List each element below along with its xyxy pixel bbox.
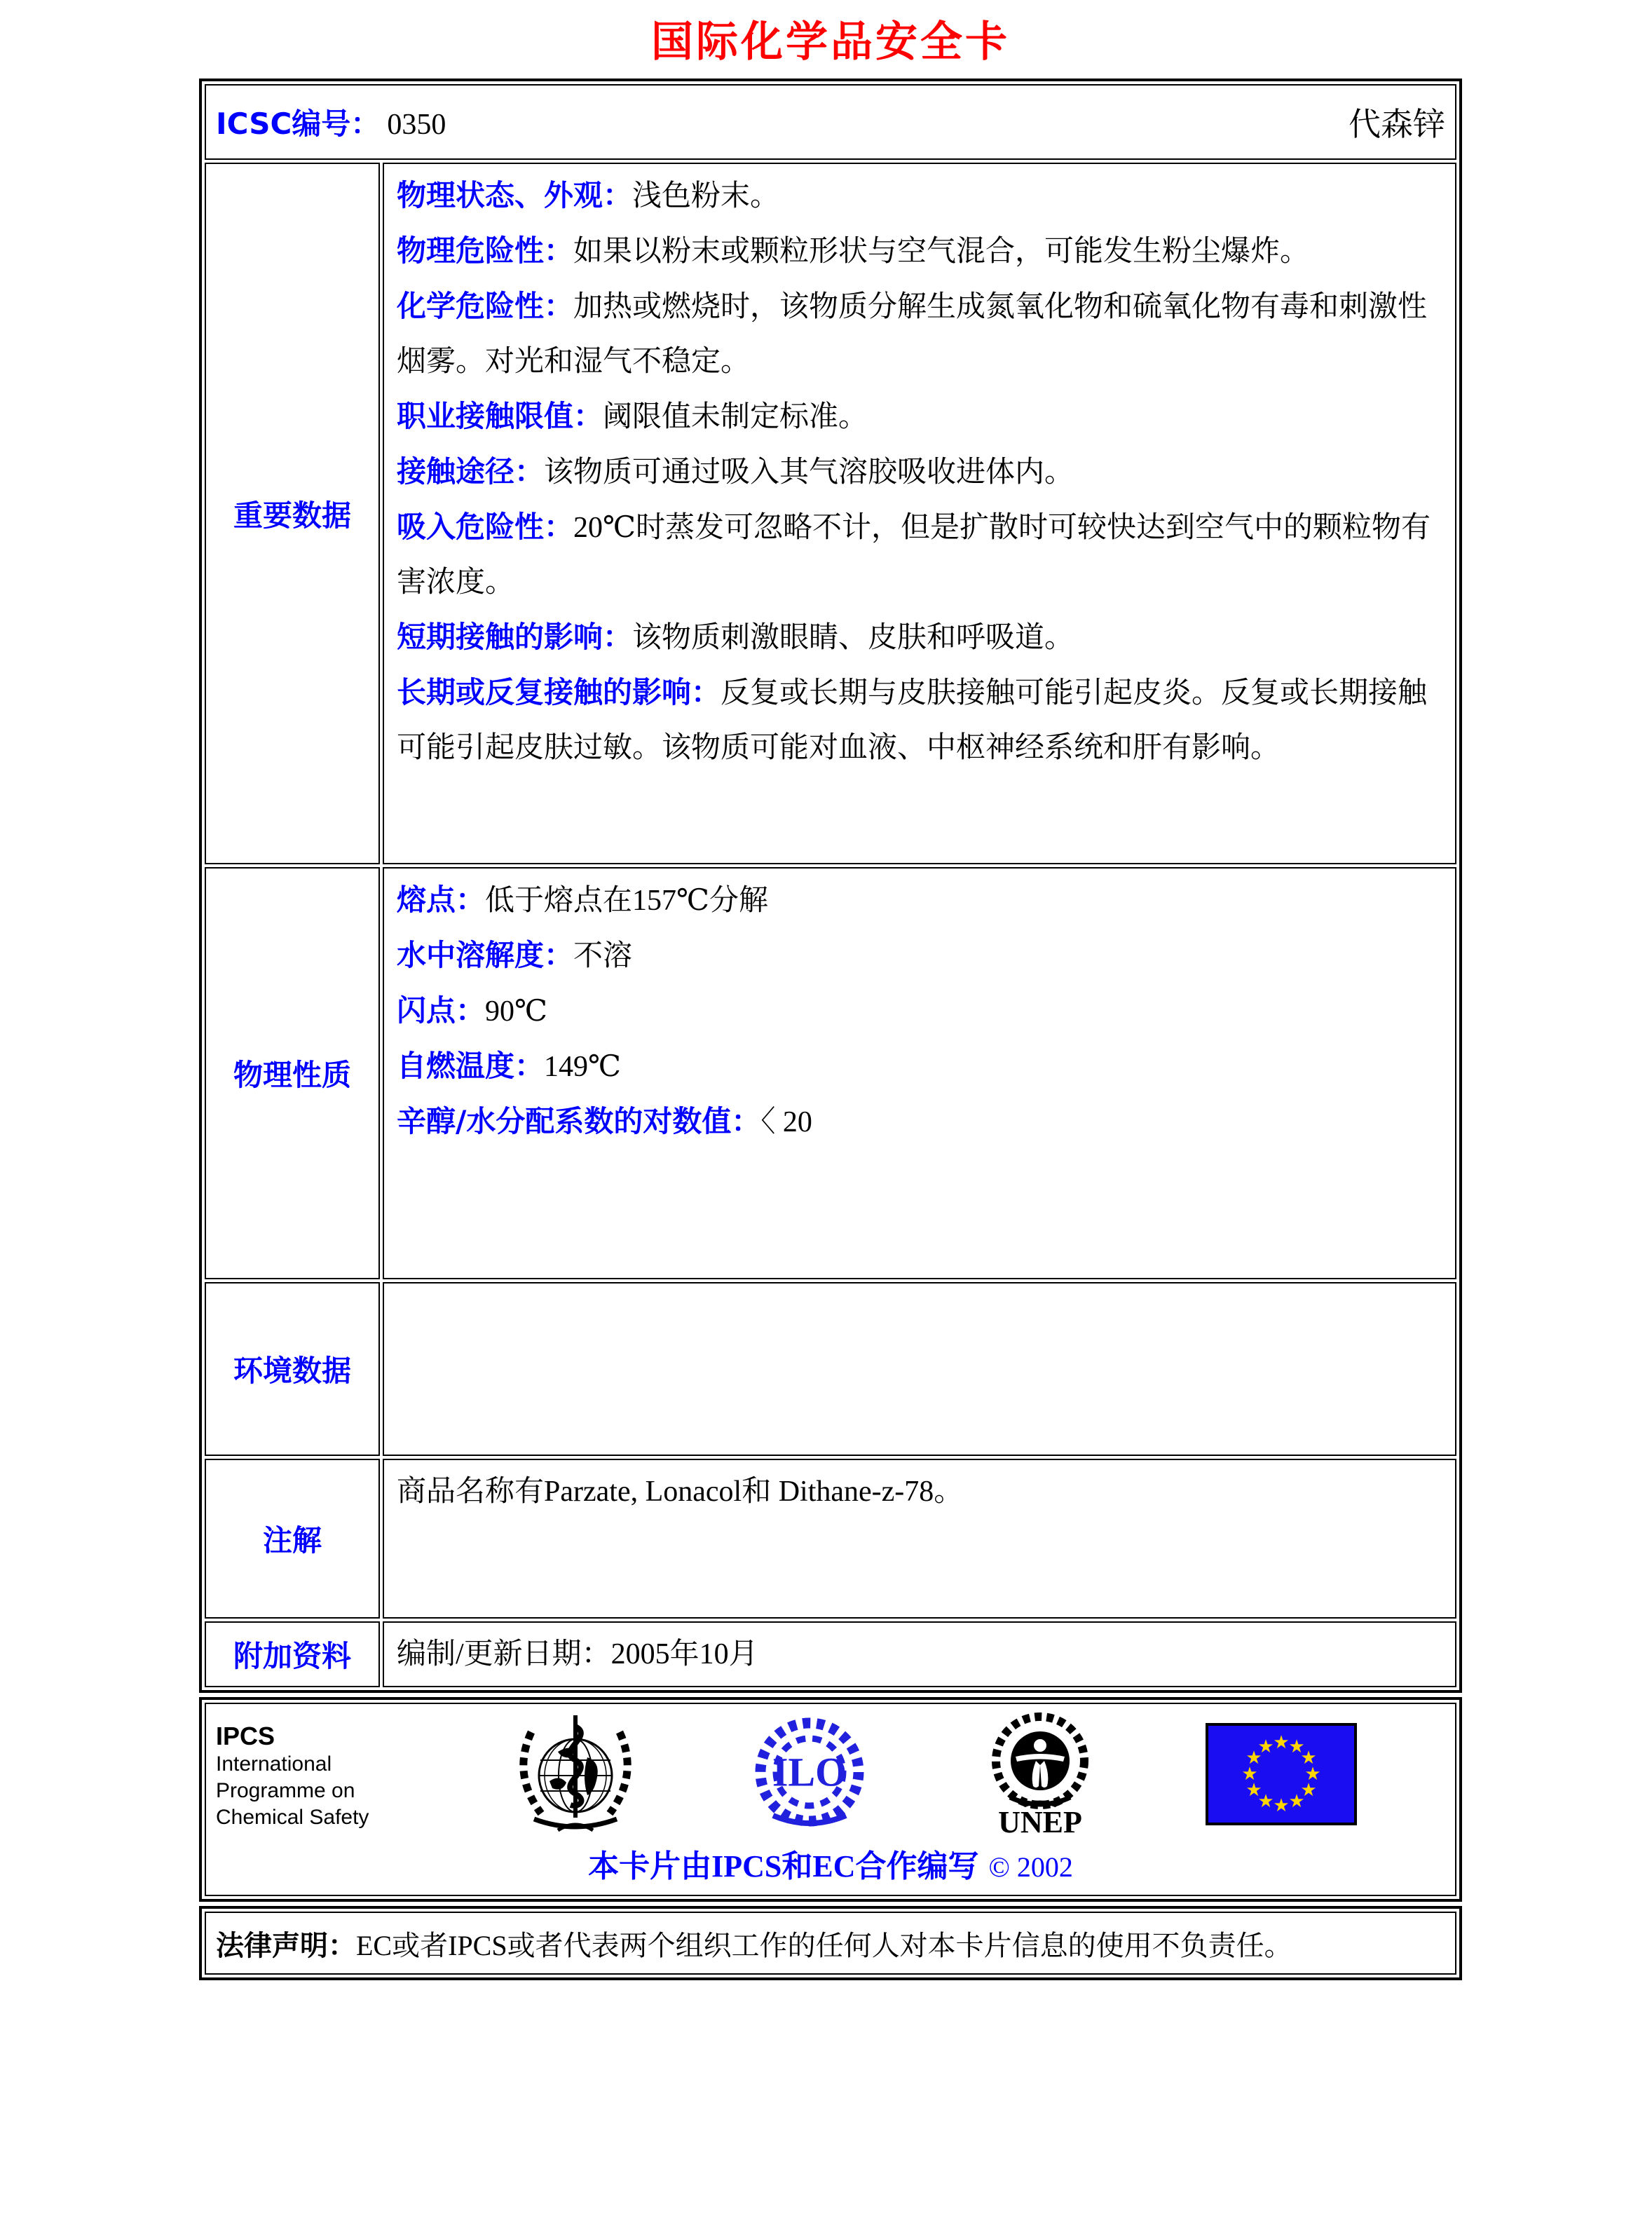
table-row-important-data — [205, 163, 1456, 864]
field-value: 浅色粉末。 — [632, 180, 780, 212]
svg-text:★: ★ — [1300, 1780, 1317, 1801]
logos-table — [199, 1697, 1462, 1902]
field-value: 反复或长期与皮肤接触可能引起皮炎。反复或长期接触可能引起皮肤过敏。该物质可能对血液、中枢神经系统和肝有影响。 — [397, 677, 1428, 764]
field-label: 水中溶解度： — [397, 938, 574, 972]
ilo-letters: ILO — [772, 1749, 847, 1795]
data-line — [397, 224, 1442, 279]
field-value: 90℃ — [485, 995, 547, 1028]
section-label-additional-information: 附加资料 — [205, 1621, 380, 1687]
field-value: 如果以粉末或颗粒形状与空气混合，可能发生粉尘爆炸。 — [573, 236, 1310, 268]
unep-letters: UNEP — [997, 1805, 1082, 1837]
ipcs-line: International — [216, 1752, 332, 1776]
svg-text:★: ★ — [1273, 1732, 1290, 1753]
section-content-environmental-data — [383, 1282, 1456, 1456]
table-row-header — [205, 84, 1456, 160]
field-value: 不溶 — [573, 940, 633, 972]
table-row-logos — [205, 1703, 1456, 1896]
field-label: 化学危险性： — [397, 289, 574, 323]
table-row-legal — [205, 1912, 1456, 1975]
icsc-card-page — [199, 6, 1462, 1984]
data-line — [397, 928, 1442, 983]
icsc-number-label: ICSC编号： — [216, 107, 381, 141]
field-label: 职业接触限值： — [397, 399, 603, 433]
field-value: 低于熔点在157℃分解 — [485, 885, 768, 917]
page-title: 国际化学品安全卡 — [651, 18, 1010, 67]
field-value: 2005年10月 — [610, 1638, 758, 1670]
data-line — [397, 665, 1442, 775]
data-line — [397, 983, 1442, 1039]
section-label-important-data: 重要数据 — [205, 163, 380, 864]
field-label: 吸入危险性： — [397, 510, 574, 544]
section-content-notes — [383, 1459, 1456, 1619]
field-label: 熔点： — [397, 883, 486, 917]
legal-cell — [205, 1912, 1456, 1975]
icsc-number-value: 0350 — [387, 109, 446, 141]
svg-text:★: ★ — [1304, 1764, 1321, 1785]
logos-row — [206, 1714, 1455, 1839]
caption-year: © 2002 — [988, 1851, 1073, 1883]
unep-logo-icon — [978, 1712, 1103, 1840]
data-line: 商品名称有Parzate, Lonacol和 Dithane-z-78。 — [397, 1476, 964, 1508]
ipcs-line: Programme on — [216, 1778, 355, 1802]
field-value: 20℃时蒸发可忽略不计，但是扩散时可较快达到空气中的颗粒物有害浓度。 — [397, 512, 1431, 599]
data-line — [397, 389, 1442, 444]
svg-text:★: ★ — [1257, 1791, 1274, 1812]
header-cell — [205, 84, 1456, 160]
section-content-physical-properties — [383, 867, 1456, 1279]
data-line — [397, 279, 1442, 389]
main-table — [199, 79, 1462, 1693]
logos-cell — [205, 1703, 1456, 1896]
section-label-physical-properties: 物理性质 — [205, 867, 380, 1279]
table-row-physical-properties — [205, 867, 1456, 1279]
data-line — [397, 1094, 1442, 1150]
svg-text:★: ★ — [1288, 1736, 1305, 1757]
svg-text:★: ★ — [1257, 1736, 1274, 1757]
field-label: 接触途径： — [397, 454, 545, 489]
section-label-environmental-data: 环境数据 — [205, 1282, 380, 1456]
field-label: 辛醇/水分配系数的对数值： — [397, 1104, 761, 1138]
table-row-notes — [205, 1459, 1456, 1619]
field-label: 短期接触的影响： — [397, 620, 633, 654]
svg-text:★: ★ — [1300, 1748, 1317, 1769]
field-label: 长期或反复接触的影响： — [397, 675, 721, 709]
field-label: 闪点： — [397, 993, 486, 1028]
field-label: 自燃温度： — [397, 1049, 545, 1083]
svg-text:★: ★ — [1245, 1780, 1262, 1801]
legal-table — [199, 1906, 1462, 1980]
field-value: 该物质刺激眼睛、皮肤和呼吸道。 — [632, 622, 1074, 654]
ipcs-name: IPCS — [216, 1721, 275, 1750]
table-row-additional-information — [205, 1621, 1456, 1687]
legal-label: 法律声明： — [216, 1929, 356, 1962]
ipcs-line: Chemical Safety — [216, 1805, 369, 1829]
field-label: 编制/更新日期： — [397, 1638, 611, 1670]
data-line — [397, 610, 1442, 665]
chemical-name: 代森锌 — [1349, 107, 1445, 142]
data-line — [397, 873, 1442, 928]
svg-text:★: ★ — [1241, 1764, 1258, 1785]
data-line — [397, 500, 1442, 610]
field-label: 物理状态、外观： — [397, 178, 633, 212]
data-line — [397, 1627, 1442, 1682]
field-value: 加热或燃烧时，该物质分解生成氮氧化物和硫氧化物有毒和刺激性烟雾。对光和湿气不稳定。 — [397, 291, 1428, 378]
section-content-additional-information — [383, 1621, 1456, 1687]
legal-text: EC或者IPCS或者代表两个组织工作的任何人对本卡片信息的使用不负责任。 — [356, 1929, 1292, 1961]
svg-text:★: ★ — [1273, 1795, 1290, 1816]
ilo-logo-icon — [745, 1717, 874, 1834]
eu-flag-icon — [1206, 1723, 1357, 1829]
section-content-important-data — [383, 163, 1456, 864]
data-line — [397, 444, 1442, 500]
icsc-number-group — [216, 101, 446, 143]
field-value: 〈 20 — [760, 1106, 812, 1138]
field-label: 物理危险性： — [397, 233, 574, 268]
ipcs-text-block — [216, 1722, 405, 1831]
section-label-notes: 注解 — [205, 1459, 380, 1619]
data-line — [397, 1039, 1442, 1094]
caption-text: 本卡片由IPCS和EC合作编写 — [588, 1848, 979, 1884]
svg-text:★: ★ — [1288, 1791, 1305, 1812]
field-value: 该物质可通过吸入其气溶胶吸收进体内。 — [544, 456, 1074, 489]
data-line — [397, 168, 1442, 224]
field-value: 阈限值未制定标准。 — [603, 401, 868, 433]
field-value: 149℃ — [544, 1051, 621, 1083]
cooperation-caption — [206, 1848, 1455, 1886]
who-logo-icon — [509, 1714, 642, 1838]
svg-text:★: ★ — [1245, 1748, 1262, 1769]
table-row-environmental-data — [205, 1282, 1456, 1456]
